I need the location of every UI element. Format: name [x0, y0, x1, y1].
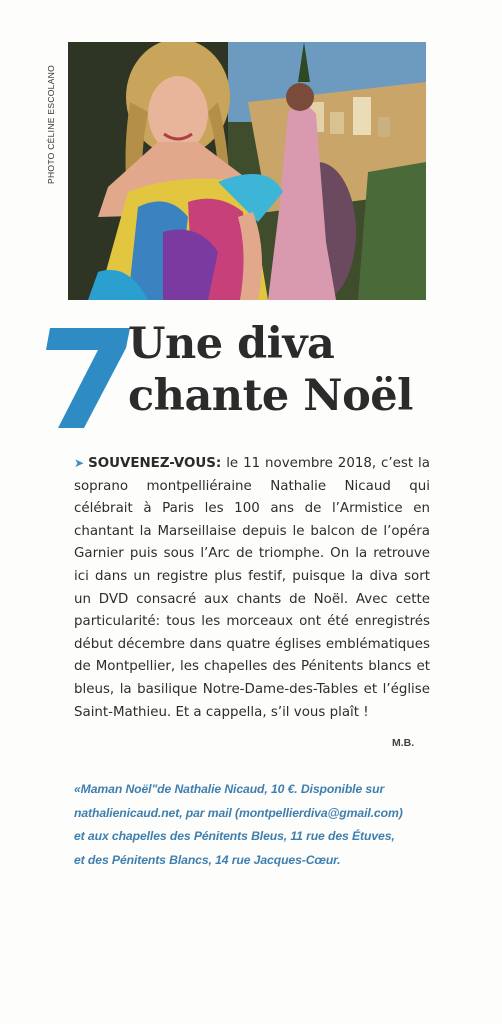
- article-number-seven: [44, 324, 134, 432]
- info-line-3: et aux chapelles des Pénitents Bleus, 11 rue des Étuves,: [74, 829, 395, 844]
- article-photo: [68, 42, 426, 300]
- headline-line-2: chante Noël: [128, 371, 413, 421]
- article-body-text: le 11 novembre 2018, c’est la soprano montpelliéraine Nathalie Nicaud qui célébrait à Paris les 100 ans de l’Armistice en chantant la Marseillaise depuis le balcon de l’opéra Garnier puis sous l’Arc de triomphe. On la retrouve ici dans un registre plus festif, puisque la diva sort un DVD consacré aux chants de Noël. Avec cette particularité: tous les morceaux ont été enregistrés début décembre dans quatre églises emblématiques de Montpellier, les chapelles des Pénitents blancs et bleus, la basilique Notre-Dame-des-Tables et l’église Saint-Mathieu. Et a cappella, s’il vous plaît !: [74, 456, 430, 720]
- photo-credit: PHOTO CÉLINE ESCOLANO: [46, 64, 56, 184]
- info-line-4: et des Pénitents Blancs, 14 rue Jacques-Cœur.: [74, 852, 341, 867]
- article-signature: M.B.: [392, 737, 415, 749]
- info-line-1: «Maman Noël"de Nathalie Nicaud, 10 €. Disponible sur: [74, 782, 385, 796]
- info-line-2: nathalienicaud.net, par mail (montpellierdiva@gmail.com): [74, 805, 403, 820]
- article-headline: [128, 318, 458, 422]
- singer-photo-illustration: [68, 42, 426, 300]
- headline-line-1: Une diva: [128, 319, 335, 369]
- purchase-info: [74, 778, 454, 872]
- article-body: [74, 452, 430, 724]
- arrow-right-icon: ➤: [74, 456, 85, 470]
- article-lead: SOUVENEZ-VOUS:: [88, 456, 222, 471]
